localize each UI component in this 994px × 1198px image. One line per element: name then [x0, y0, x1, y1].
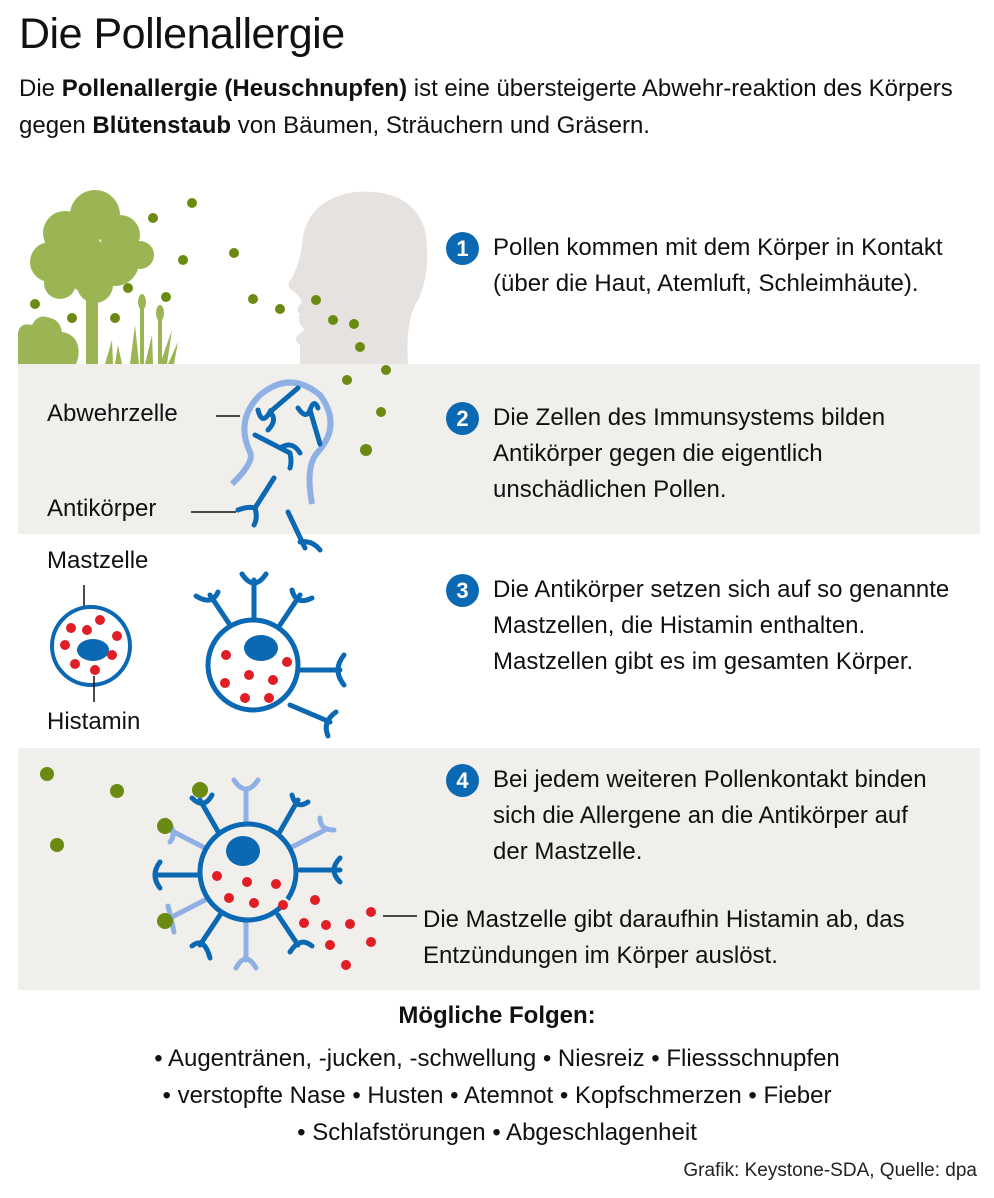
step-text: Pollen kommen mit dem Körper in Kontakt (über die Haut, Atemluft, Schleimhäute). [493, 234, 943, 297]
step-number-badge: 3 [446, 574, 479, 607]
source-credit: Grafik: Keystone-SDA, Quelle: dpa [683, 1160, 977, 1181]
step-2 [446, 400, 966, 508]
intro-bold-pollenallergie: Pollenallergie (Heuschnupfen) [61, 75, 408, 102]
step-text: Bei jedem weiteren Pollenkontakt binden sich die Allergene an die Antikörper auf der Mastzelle. [493, 766, 927, 865]
label-histamin: Histamin [47, 708, 141, 735]
page-title: Die Pollenallergie [19, 10, 345, 58]
consequences-heading: Mögliche Folgen: [398, 1002, 596, 1029]
label-mastzelle: Mastzelle [47, 547, 149, 574]
antibody-icons [238, 388, 320, 618]
label-antikoerper: Antikörper [47, 495, 157, 522]
step-number-badge: 1 [446, 232, 479, 265]
consequences-line: • Augentränen, -jucken, -schwellung • Niesreiz • Fliessschnupfen [154, 1045, 840, 1072]
step-number-badge: 4 [446, 764, 479, 797]
step-1 [446, 230, 966, 302]
intro-part2: ist eine übersteigerte Abwehr-reaktion des Körpers gegen [19, 75, 953, 139]
mast-cell-large-icon [196, 590, 344, 736]
step-4 [446, 762, 966, 870]
bush-icon [18, 317, 79, 364]
consequences-line: • verstopfte Nase • Husten • Atemnot • Kopfschmerzen • Fieber [162, 1082, 832, 1109]
histamin-release-text: Die Mastzelle gibt daraufhin Histamin ab, das Entzündungen im Körper auslöst. [423, 906, 905, 969]
step-number-badge: 2 [446, 402, 479, 435]
head-silhouette-icon [289, 192, 428, 364]
label-abwehrzelle: Abwehrzelle [47, 400, 178, 427]
consequences-line: • Schlafstörungen • Abgeschlagenheit [297, 1119, 697, 1146]
mast-cell-small-icon [52, 585, 130, 702]
step-3 [446, 572, 966, 680]
step-text: Die Antikörper setzen sich auf so genannte Mastzellen, die Histamin enthalten. Mastzellen gibt es im gesamten Körper. [493, 576, 950, 675]
grass-icon [105, 294, 178, 364]
intro-part3: von Bäumen, Sträuchern und Gräsern. [231, 112, 650, 139]
mast-cell-activated-icon [40, 767, 417, 970]
intro-part1: Die [19, 75, 62, 102]
intro-bold-bluetenstaub: Blütenstaub [92, 112, 232, 139]
consequences-list [0, 1040, 994, 1151]
step-text: Die Zellen des Immunsystems bilden Antikörper gegen die eigentlich unschädlichen Pollen. [493, 404, 886, 503]
